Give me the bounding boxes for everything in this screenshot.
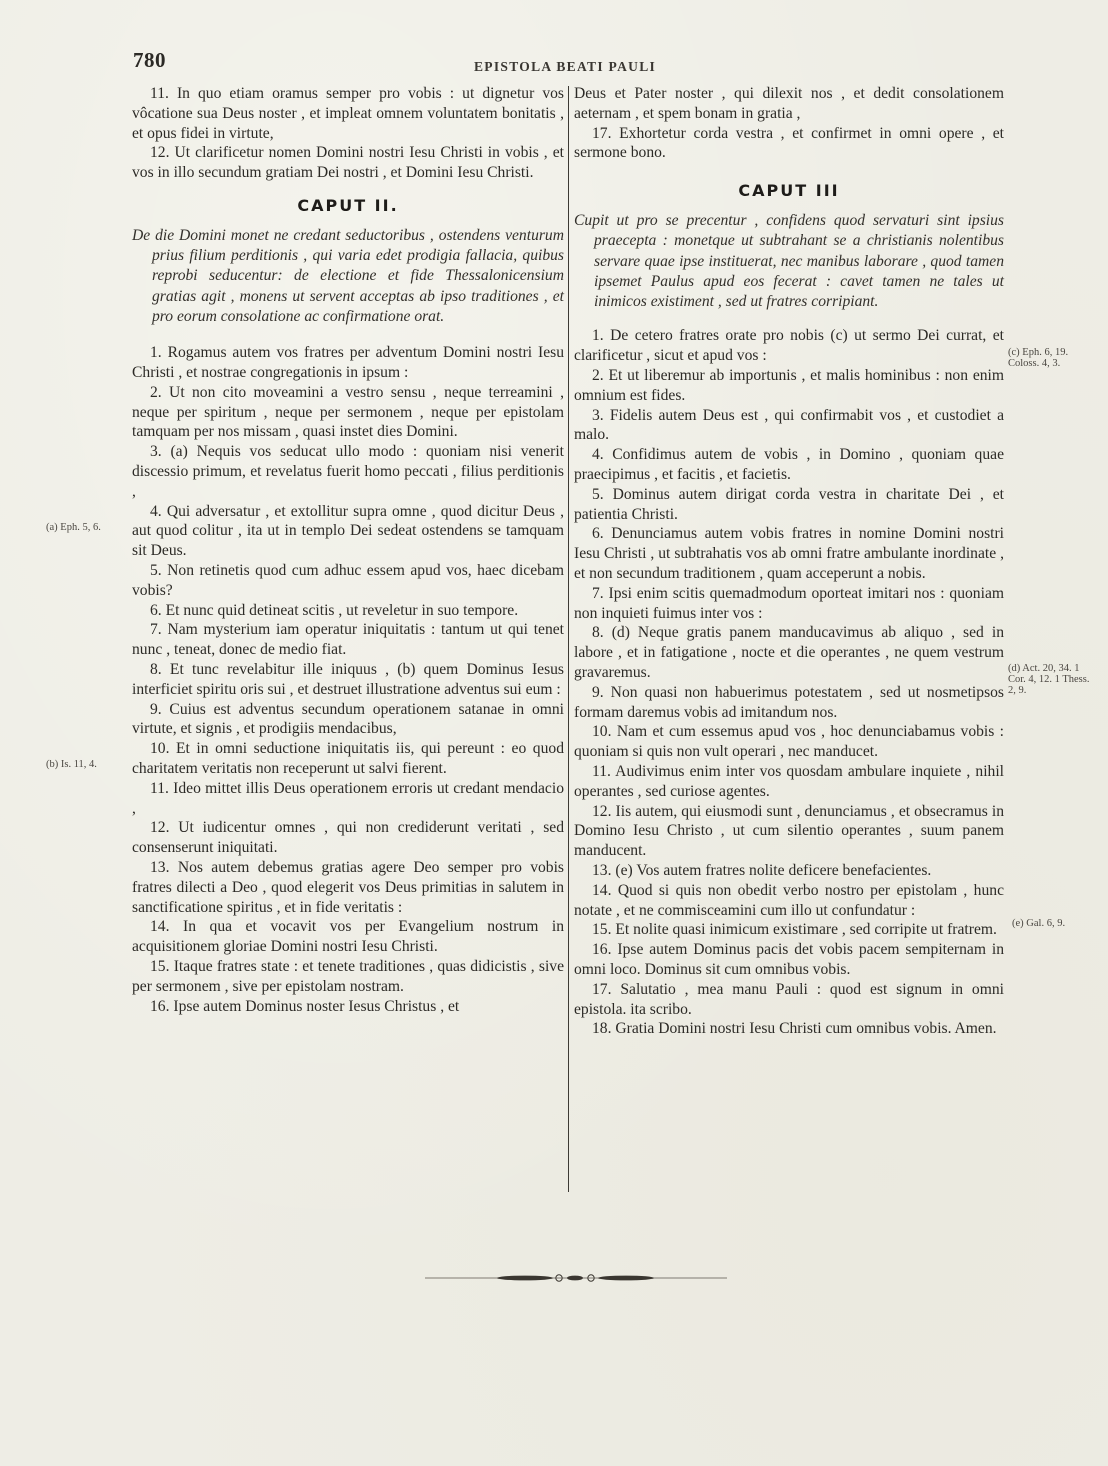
verse: 3. (a) Nequis vos seducat ullo modo : quoniam nisi venerit discessio primum, et revelatus fuerit homo peccati , filius perditionis , xyxy=(132,443,564,500)
verse: 7. Nam mysterium iam operatur iniquitatis : tantum ut qui tenet nunc , teneat, donec de medio fiat. xyxy=(132,621,564,659)
verse: 16. Ipse autem Dominus noster Iesus Christus , et xyxy=(150,997,460,1015)
column-divider xyxy=(568,86,569,1192)
verse: 14. In qua et vocavit vos per Evangelium nostrum in acquisitionem gloriae Domini nostri Iesu Christi. xyxy=(132,918,564,956)
verse: 15. Et nolite quasi inimicum existimare , sed corripite ut fratrem. xyxy=(592,921,997,939)
margin-note-e: (e) Gal. 6, 9. xyxy=(1012,918,1066,929)
margin-note-a: (a) Eph. 5, 6. xyxy=(46,522,101,533)
page-number: 780 xyxy=(133,48,166,72)
verse: 2. Et ut liberemur ab importunis , et malis hominibus : non enim omnium est fides. xyxy=(574,367,1004,404)
margin-note-d: (d) Act. 20, 34. 1 Cor. 4, 12. 1 Thess. 2, 9. xyxy=(1008,663,1090,696)
running-head: EPISTOLA BEATI PAULI xyxy=(474,59,657,74)
verse-continuation: Deus et Pater noster , qui dilexit nos , et dedit consolationem aeternam , et spem bonam in gratia , xyxy=(574,85,1004,122)
verse: 12. Ut iudicentur omnes , qui non crediderunt veritati , sed consenserunt iniquitati. xyxy=(132,819,564,857)
chapter-summary: Cupit ut pro se precentur , confidens quod servaturi sint ipsius praecepta : monetque ut subtrahant se a christianis nolentibus servare quae ipse instituerat, nec manibus laborare , quod tamen ipsemet Paulus apud eos fecerat : cavet tamen ne tales ut inimicos existiment , sed ut fratres corripiant. xyxy=(574,211,1004,311)
right-column xyxy=(574,84,1004,1039)
verse: 12. Ut clarificetur nomen Domini nostri Iesu Christi in vobis , et vos in illo secundum gratiam Dei nostri , et Domini Iesu Christi. xyxy=(132,144,564,182)
verse: 9. Cuius est adventus secundum operationem satanae in omni virtute, et signis , et prodigiis mendacibus, xyxy=(132,700,564,738)
verse: 6. Et nunc quid detineat scitis , ut reveletur in suo tempore. xyxy=(150,601,519,619)
verse: 4. Confidimus autem de vobis , in Domino , quoniam quae praecipimus , et facitis , et facietis. xyxy=(574,446,1004,484)
verse: 12. Iis autem, qui eiusmodi sunt , denunciamus , et obsecramus in Domino Iesu Christo , ut cum silentio operantes , suum panem manducent. xyxy=(574,802,1004,860)
margin-note-b: (b) Is. 11, 4. xyxy=(46,759,97,770)
verse: 5. Dominus autem dirigat corda vestra in charitate Dei , et patientia Christi. xyxy=(574,485,1004,523)
verse: 13. Nos autem debemus gratias agere Deo semper pro vobis fratres dilecti a Deo , quod elegerit vos Deus primitias in salutem in sanctificatione spiritus , et in fide veritatis : xyxy=(132,858,564,916)
verse: 6. Denunciamus autem vobis fratres in nomine Domini nostri Iesu Christi , ut subtrahatis vos ab omni fratre ambulante inordinate , et non secundum traditionem , quam acceperunt a nobis. xyxy=(574,525,1004,583)
verse: 15. Itaque fratres state : et tenete traditiones , quas didicistis , sive per sermonem , sive per epistolam nostram. xyxy=(132,957,564,995)
verse: 4. Qui adversatur , et extollitur supra omne , quod dicitur Deus , aut quod colitur , ita ut in templo Dei sedeat ostendens se tamquam sit Deus. xyxy=(132,502,564,560)
left-column xyxy=(132,84,564,1016)
verse: 7. Ipsi enim scitis quemadmodum oporteat imitari nos : quoniam non inquieti fuimus inter vos : xyxy=(574,584,1004,622)
verse: 5. Non retinetis quod cum adhuc essem apud vos, haec dicebam vobis? xyxy=(132,562,564,599)
verse: 1. Rogamus autem vos fratres per adventum Domini nostri Iesu Christi , et nostrae congregationis in ipsum : xyxy=(132,344,564,382)
verse: 11. In quo etiam oramus semper pro vobis : ut dignetur vos vôcatione sua Deus noster , et impleat omnem voluntatem bonitatis , et opus fidei in virtute, xyxy=(132,85,564,142)
verse: 9. Non quasi non habuerimus potestatem , sed ut nosmetipsos formam daremus vobis ad imitandum nos. xyxy=(574,683,1004,721)
verse: 13. (e) Vos autem fratres nolite deficere benefacientes. xyxy=(592,861,932,879)
chapter-title: CAPUT III xyxy=(738,181,840,201)
verse: 8. Et tunc revelabitur ille iniquus , (b) quem Dominus Iesus interficiet spiritu oris sui , et destruet illustratione adventus sui eum : xyxy=(132,661,564,698)
verse: 14. Quod si quis non obedit verbo nostro per epistolam , hunc notate , et ne commisceamini cum illo ut confundatur : xyxy=(574,881,1004,919)
verse: 1. De cetero fratres orate pro nobis (c) ut sermo Dei currat, et clarificetur , sicut et apud vos : xyxy=(574,327,1004,365)
verse: 10. Et in omni seductione iniquitatis iis, qui pereunt : eo quod charitatem veritatis non receperunt ut salvi fierent. xyxy=(132,740,564,777)
verse: 17. Exhortetur corda vestra , et confirmet in omni opere , et sermone bono. xyxy=(574,124,1004,162)
verse: 18. Gratia Domini nostri Iesu Christi cum omnibus vobis. Amen. xyxy=(592,1020,997,1038)
verse: 17. Salutatio , mea manu Pauli : quod est signum in omni epistola. ita scribo. xyxy=(574,980,1004,1018)
verse: 10. Nam et cum essemus apud vos , hoc denunciabamus vobis : quoniam si quis non vult operari , nec manducet. xyxy=(574,723,1004,761)
verse: 11. Audivimus enim inter vos quosdam ambulare inquiete , nihil operantes , sed curiose agentes. xyxy=(574,763,1004,800)
chapter-summary: De die Domini monet ne credant seductoribus , ostendens venturum prius filium perditionis , qui varia edet prodigia fallacia, quibus reprobi seducentur: de electione et fide Thessalonicensium gratias agit , monens ut servent acceptas ab ipso traditiones , et pro eorum consolatione ac confirmatione orat. xyxy=(132,226,564,325)
verse: 3. Fidelis autem Deus est , qui confirmabit vos , et custodiet a malo. xyxy=(574,406,1004,444)
verse: 16. Ipse autem Dominus pacis det vobis pacem sempiternam in omni loco. Dominus sit cum omnibus vobis. xyxy=(574,941,1004,978)
chapter-title: CAPUT II. xyxy=(297,195,399,215)
margin-note-c: (c) Eph. 6, 19. Coloss. 4, 3. xyxy=(1008,347,1069,369)
verse: 8. (d) Neque gratis panem manducavimus ab aliquo , sed in labore , et in fatigatione , nocte et die operantes , ne quem vestrum gravaremus. xyxy=(574,624,1004,682)
ornament-rule-icon xyxy=(425,1271,727,1285)
verse: 2. Ut non cito moveamini a vestro sensu , neque terreamini , neque per spiritum , neque per sermonem , neque per epistolam tamquam per nos missam , quasi instet dies Domini. xyxy=(132,383,564,441)
verse: 11. Ideo mittet illis Deus operationem erroris ut credant mendacio , xyxy=(132,779,564,817)
